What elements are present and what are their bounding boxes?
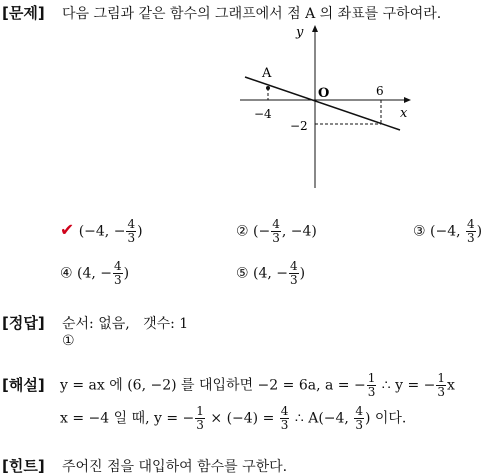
function-graph: [230, 20, 420, 192]
problem-text: 다음 그림과 같은 함수의 그래프에서 점 A 의 좌표를 구하여라.: [62, 6, 442, 22]
answer-line: 순서: 없음, 갯수: 1: [62, 316, 189, 332]
answer-tag: [정답]: [2, 314, 45, 332]
fraction: $\frac{4}{3}$: [114, 259, 122, 288]
choice-5[interactable]: ⑤ (4, − $\frac{4}{3}$ ): [236, 259, 306, 288]
choice-3[interactable]: ③ (−4, $\frac{4}{3}$ ): [413, 217, 483, 246]
fraction: $\frac{4}{3}$: [280, 404, 289, 433]
hint-text: 주어진 점을 대입하여 함수를 구한다.: [62, 459, 288, 475]
solution-line-1: y = ax 에 (6, −2) 를 대입하면 −2 = 6a, a = − $\frac{1}{3}$ ∴ y = − $\frac{1}{3}$ x: [60, 371, 455, 400]
choice-4-marker: ④: [60, 265, 73, 282]
fraction: $\frac{1}{3}$: [367, 371, 376, 400]
point-a-dot: [266, 86, 270, 90]
tick-minus2: −2: [290, 119, 308, 133]
choice-4[interactable]: ④ (4, − $\frac{4}{3}$ ): [60, 259, 130, 288]
y-axis-label: y: [296, 25, 304, 40]
point-a-label: A: [262, 66, 272, 81]
fraction: $\frac{4}{3}$: [290, 259, 298, 288]
fraction: $\frac{1}{3}$: [437, 371, 446, 400]
fraction: $\frac{4}{3}$: [355, 404, 363, 433]
solution-line-2: x = −4 일 때, y = − $\frac{1}{3}$ × (−4) = $\frac{4}{3}$ ∴ A(−4, $\frac{4}{3}$ ) 이다.: [60, 404, 407, 433]
choice-3-marker: ③: [413, 223, 426, 240]
answer-choice: ①: [62, 333, 75, 349]
choice-5-marker: ⑤: [236, 265, 249, 282]
tick-minus4: −4: [254, 107, 272, 121]
fraction: $\frac{4}{3}$: [467, 217, 475, 246]
origin-label: O: [318, 86, 330, 101]
hint-tag: [힌트]: [2, 457, 45, 475]
choice-2[interactable]: ② (− $\frac{4}{3}$ , −4): [236, 217, 317, 246]
fraction: $\frac{1}{3}$: [196, 404, 204, 433]
fraction: $\frac{4}{3}$: [127, 217, 136, 246]
tick-6: 6: [376, 84, 384, 98]
problem-tag: [문제]: [2, 4, 45, 22]
x-axis-label: x: [400, 106, 408, 121]
choice-2-marker: ②: [236, 223, 249, 240]
choice-1[interactable]: ✔ (−4, − $\frac{4}{3}$ ): [60, 217, 143, 246]
fraction: $\frac{4}{3}$: [272, 217, 280, 246]
solution-tag: [해설]: [2, 376, 45, 394]
checkmark-icon: ✔: [60, 220, 75, 241]
